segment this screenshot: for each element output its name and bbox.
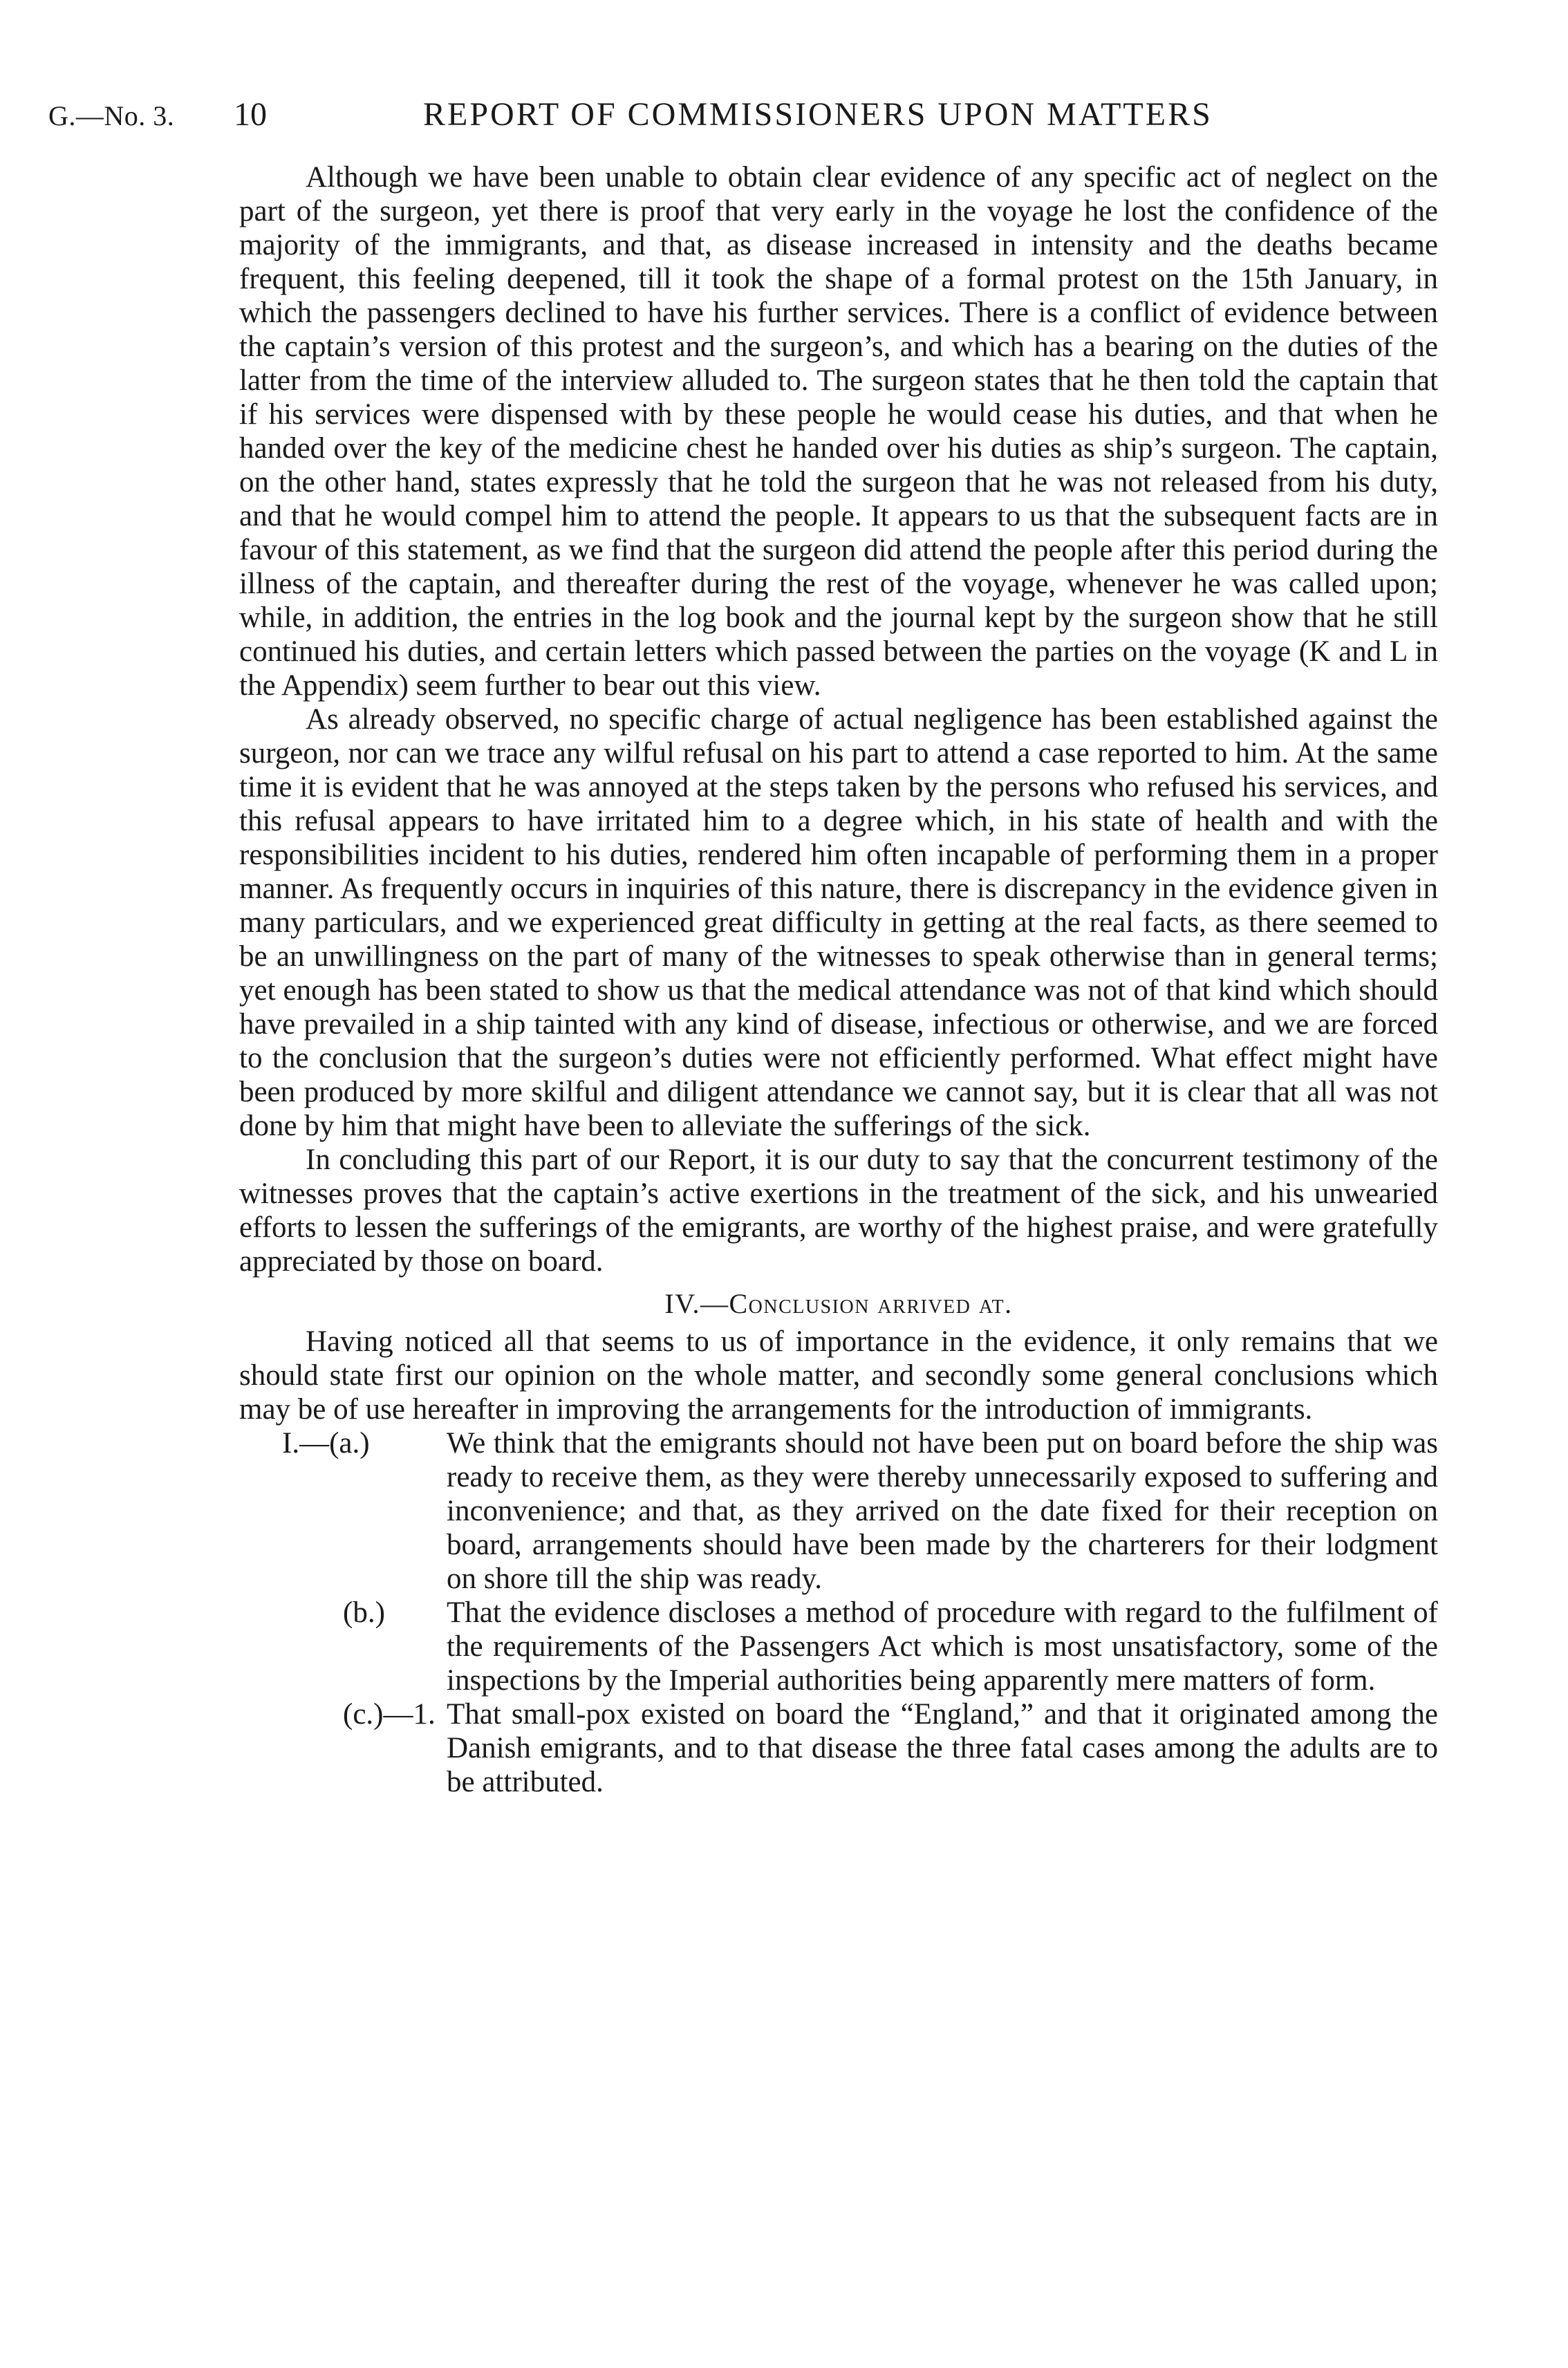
body-text: [239, 160, 1438, 1799]
item-marker: (b.): [343, 1596, 385, 1629]
item-text: That small-pox existed on board the “England,” and that it originated among the Danish emigrants, and to that disease the three fatal cases among the adults are to be attributed.: [447, 1698, 1438, 1798]
paragraph-surgeon-evidence: Although we have been unable to obtain clear evidence of any specific act of neglect on the part of the surgeon, yet there is proof that very early in the voyage he lost the confidence of the majority of the immigrants, and that, as disease increased in intensity and the deaths became frequent, this feeling deepened, till it took the shape of a formal protest on the 15th January, in which the passengers declined to have his further services. There is a conflict of evidence between the captain’s version of this protest and the surgeon’s, and which has a bearing on the duties of the latter from the time of the interview alluded to. The surgeon states that he then told the captain that if his services were dispensed with by these people he would cease his duties, and that when he handed over the key of the medicine chest he handed over his duties as ship’s surgeon. The captain, on the other hand, states expressly that he told the surgeon that he was not released from his duty, and that he would compel him to attend the people. It appears to us that the subsequent facts are in favour of this statement, as we find that the surgeon did attend the people after this period during the illness of the captain, and thereafter during the rest of the voyage, whenever he was called upon; while, in addition, the entries in the log book and the journal kept by the surgeon show that he still continued his duties, and certain letters which passed between the parties on the voyage (K and L in the Appendix) seem further to bear out this view.: [239, 161, 1438, 702]
conclusion-item-1b: [239, 1596, 1438, 1697]
conclusion-item-1c: [239, 1697, 1438, 1799]
page-header: [0, 93, 1568, 141]
item-marker: I.—(a.): [282, 1427, 370, 1460]
item-text: We think that the emigrants should not have been put on board before the ship was ready to receive them, as they were thereby unnecessarily exposed to suffering and inconvenience; and that, as they arrived on the date fixed for their reception on board, arrangements should have been made by the charterers for their lodgment on shore till the ship was ready.: [447, 1427, 1438, 1595]
item-text: That the evidence discloses a method of procedure with regard to the fulfilment of the requirements of the Passengers Act which is most unsatisfactory, some of the inspections by the Imperial authorities being apparently mere matters of form.: [447, 1596, 1438, 1697]
item-marker: (c.)—1.: [343, 1698, 436, 1731]
running-title: REPORT OF COMMISSIONERS UPON MATTERS: [423, 96, 1213, 133]
paragraph-captain-praise: In concluding this part of our Report, it is our duty to say that the concurrent testimony of the witnesses proves that the captain’s active exertions in the treatment of the sick, and his unwearied efforts to lessen the sufferings of the emigrants, are worthy of the highest praise, and were gratefully appreciated by those on board.: [239, 1144, 1438, 1278]
paragraph-negligence: As already observed, no specific charge of actual negligence has been established against the surgeon, nor can we trace any wilful refusal on his part to attend a case reported to him. At the same time it is evident that he was annoyed at the steps taken by the persons who refused his services, and this refusal appears to have irritated him to a degree which, in his state of health and with the responsibilities incident to his duties, rendered him often incapable of performing them in a proper manner. As frequently occurs in inquiries of this nature, there is discrepancy in the evidence given in many particulars, and we experienced great difficulty in getting at the real facts, as there seemed to be an unwillingness on the part of many of the witnesses to speak otherwise than in general terms; yet enough has been stated to show us that the medical attendance was not of that kind which should have prevailed in a ship tainted with any kind of disease, infectious or otherwise, and we are forced to the conclusion that the surgeon’s duties were not efficiently performed. What effect might have been produced by more skilful and diligent attendance we cannot say, but it is clear that all was not done by him that might have been to alleviate the sufferings of the sick.: [239, 703, 1438, 1142]
section-intro: Having noticed all that seems to us of importance in the evidence, it only remains that we should state first our opinion on the whole matter, and secondly some general conclusions which may be of use hereafter in improving the arrangements for the introduction of immigrants.: [239, 1325, 1438, 1426]
conclusion-item-1a: [239, 1426, 1438, 1596]
document-reference: G.—No. 3.: [48, 100, 175, 131]
section-heading: IV.—Conclusion arrived at.: [664, 1288, 1013, 1319]
page-number: 10: [234, 96, 267, 133]
